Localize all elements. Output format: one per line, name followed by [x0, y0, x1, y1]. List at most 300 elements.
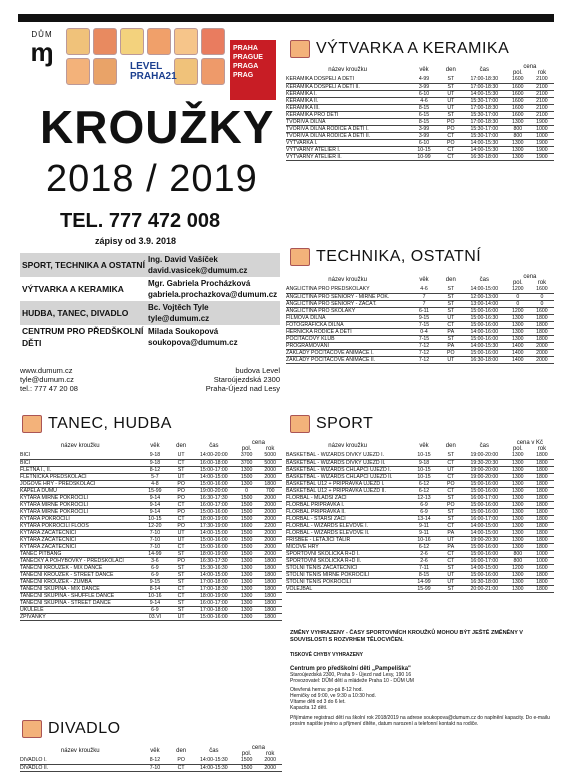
contact-area: CENTRUM PRO PŘEDŠKOLNÍ DĚTI	[22, 326, 144, 348]
day: ČT	[169, 543, 193, 550]
contact-area: SPORT, TECHNIKA A OSTATNÍ	[22, 260, 145, 270]
course-name: KERAMIKA I.	[286, 90, 409, 97]
day: ST	[169, 599, 193, 606]
price-half: 1300	[235, 606, 259, 613]
age: 14-99	[409, 578, 438, 585]
day: PO	[169, 487, 193, 494]
table-row	[286, 466, 554, 473]
time: 15:00-16:00	[463, 487, 506, 494]
course-name: BICÍ	[20, 459, 141, 466]
time: 15:00-16:00	[463, 508, 506, 515]
table-row	[286, 132, 554, 139]
day: ST	[169, 466, 193, 473]
time: 16:00-17:00	[463, 515, 506, 522]
table-row	[286, 104, 554, 111]
website-link[interactable]: www.dumum.cz	[20, 366, 73, 375]
day: ST	[439, 76, 463, 83]
course-name: JÓGOVÉ HRY - PŘEDŠKOLÁCI	[20, 480, 141, 487]
time: 16:30-18:00	[463, 153, 506, 160]
table-row	[20, 764, 282, 771]
contact-row	[20, 253, 280, 277]
age: 7-10	[141, 529, 170, 536]
price-half: 1300	[506, 578, 530, 585]
course-name: MÍČOVÉ HRY	[286, 543, 409, 550]
day: ÚT	[169, 536, 193, 543]
table-row	[286, 480, 554, 487]
price-year: 1800	[258, 564, 282, 571]
course-name: BICÍ	[20, 452, 141, 459]
day: ČT	[169, 764, 193, 771]
course-name: ANGLIČTINA PRO SENIORY - MÍRNĚ POK.	[286, 293, 409, 300]
price-year: 1800	[530, 321, 554, 328]
price-half: 0	[506, 293, 530, 300]
age: 7-12	[409, 349, 438, 356]
time: 15:30-17:00	[463, 111, 506, 118]
contact-name: Milada Soukopová	[148, 327, 219, 336]
price-half: 1500	[235, 529, 259, 536]
price-half: 3700	[235, 452, 259, 459]
table-divadlo	[20, 745, 282, 772]
school-year: 2018 / 2019	[46, 158, 258, 200]
age: 10-99	[409, 153, 438, 160]
age: 10-16	[409, 536, 438, 543]
price-half: 1300	[506, 508, 530, 515]
price-half: 1300	[235, 592, 259, 599]
time: 15:00-16:00	[463, 501, 506, 508]
table-row	[20, 473, 282, 480]
price-year: 1800	[258, 592, 282, 599]
table-row	[286, 153, 554, 160]
course-name: BASKETBAL U12 + PŘÍPRAVKA ÚJEZD II.	[286, 487, 409, 494]
course-name: KYTARA MÍRNĚ POKROČILÍ	[20, 494, 141, 501]
day: ČT	[439, 487, 463, 494]
day: ST	[169, 571, 193, 578]
table-row	[20, 564, 282, 571]
table-row	[286, 125, 554, 132]
course-name: TVOŘIVÁ DÍLNA	[286, 118, 409, 125]
table-row	[20, 557, 282, 564]
column-header: rok	[537, 70, 547, 76]
table-technika	[286, 274, 554, 364]
price-year: 1800	[530, 335, 554, 342]
time: 19:00-20:00	[193, 487, 235, 494]
day: ST	[439, 286, 463, 293]
price-half: 1500	[235, 515, 259, 522]
time: 15:00-16:00	[463, 543, 506, 550]
tile-image	[93, 28, 117, 55]
column-header: věk	[419, 67, 429, 73]
age: 7-15	[409, 335, 438, 342]
price-year: 2100	[530, 90, 554, 97]
age: 14-99	[141, 550, 170, 557]
table-row	[286, 76, 554, 83]
price-year: 2000	[258, 494, 282, 501]
course-name: ZÁKLADY POČÍTAČOVÉ ANIMACE II.	[286, 356, 409, 363]
price-half: 1300	[506, 473, 530, 480]
price-year: 1800	[530, 522, 554, 529]
time: 17:00-18:30	[463, 104, 506, 111]
course-name: BASKETBAL U12 + PŘÍPRAVKA ÚJEZD I.	[286, 480, 409, 487]
column-header: den	[445, 443, 456, 449]
price-year: 1800	[530, 494, 554, 501]
day: ST	[439, 585, 463, 592]
price-half: 1300	[506, 146, 530, 153]
table-row	[286, 473, 554, 480]
column-header: čas	[479, 67, 489, 73]
course-name: ZPÍVÁNKY	[20, 613, 141, 620]
table-row	[286, 550, 554, 557]
day: ÚT	[169, 473, 193, 480]
column-header: název kroužku	[60, 443, 100, 449]
course-name: VÝTVARKA I.	[286, 139, 409, 146]
course-name: KERAMIKA PRO DĚTI	[286, 111, 409, 118]
contact-email[interactable]: soukopova@dumum.cz	[148, 338, 238, 347]
day: PÁ	[439, 328, 463, 335]
price-half: 1600	[506, 104, 530, 111]
column-header: den	[176, 748, 187, 754]
column-header: pol.	[512, 70, 523, 76]
column-header: cena	[251, 745, 265, 751]
price-year: 2000	[258, 501, 282, 508]
section-divadlo	[22, 720, 121, 738]
day: ÚT	[439, 314, 463, 321]
course-name: FLORBAL PŘÍPRAVKA II.	[286, 508, 409, 515]
price-year: 1800	[258, 606, 282, 613]
price-year: 2000	[258, 515, 282, 522]
age: 6-10	[409, 90, 438, 97]
email-link[interactable]: tyle@dumum.cz	[20, 375, 74, 384]
course-name: TANEČNÍ KROUŽEK - MIX DANCE	[20, 564, 141, 571]
age: 9-18	[409, 459, 438, 466]
table-row	[20, 452, 282, 459]
day: ČT	[169, 459, 193, 466]
price-year: 1800	[258, 585, 282, 592]
price-year: 1600	[530, 564, 554, 571]
course-name: STOLNÍ TENIS POKROČILÍ	[286, 578, 409, 585]
price-half: 1300	[506, 466, 530, 473]
day: PO	[169, 508, 193, 515]
day: ČT	[439, 557, 463, 564]
age: 10-15	[141, 515, 170, 522]
price-half: 1600	[506, 90, 530, 97]
column-header: den	[445, 67, 456, 73]
price-half: 1300	[506, 571, 530, 578]
time: 14:00-15:30	[193, 757, 235, 764]
contact-row	[20, 325, 280, 349]
price-half: 1500	[235, 543, 259, 550]
time: 15:00-16:00	[463, 480, 506, 487]
day: ČT	[169, 592, 193, 599]
column-header: čas	[479, 277, 489, 283]
price-year: 1800	[530, 314, 554, 321]
price-year: 2100	[530, 111, 554, 118]
course-name: BASKETBAL - WIZARDS DÍVKY ÚJEZD II.	[286, 459, 409, 466]
music-icon	[22, 415, 42, 433]
price-year: 2200	[258, 522, 282, 529]
course-name: FLÉTNA I., II.	[20, 466, 141, 473]
time: 16:30-18:00	[463, 356, 506, 363]
age: 8-15	[409, 118, 438, 125]
table-row	[286, 293, 554, 300]
price-half: 0	[506, 300, 530, 307]
time: 15:30-17:00	[463, 125, 506, 132]
contact-email[interactable]: tyle@dumum.cz	[148, 314, 210, 323]
column-header: rok	[266, 446, 275, 452]
column-header: pol.	[241, 751, 252, 757]
time: 16:30-18:00	[463, 578, 506, 585]
price-half: 800	[506, 132, 530, 139]
price-year: 2000	[258, 550, 282, 557]
day: ST	[439, 307, 463, 314]
price-year: 2000	[530, 342, 554, 349]
course-name: KYTARA ZAČÁTEČNÍCI	[20, 536, 141, 543]
table-row	[20, 571, 282, 578]
age: 9-15	[409, 314, 438, 321]
price-half: 1300	[235, 466, 259, 473]
column-header: pol.	[512, 280, 523, 286]
day: ÚT	[439, 466, 463, 473]
building-name: budova Level	[235, 366, 280, 375]
price-half: 800	[506, 550, 530, 557]
day: PO	[169, 757, 193, 764]
price-year: 1800	[530, 459, 554, 466]
price-half: 1500	[235, 536, 259, 543]
course-name: UKULELE	[20, 606, 141, 613]
age: 12-13	[409, 494, 438, 501]
price-half: 1500	[235, 508, 259, 515]
contact-area: VÝTVARKA A KERAMIKA	[22, 284, 124, 294]
time: 15:30-17:00	[463, 97, 506, 104]
age: 15-99	[141, 487, 170, 494]
column-header: název kroužku	[328, 67, 367, 73]
top-bar	[18, 14, 554, 22]
table-row	[286, 356, 554, 363]
time: 15:00-16:00	[193, 480, 235, 487]
section-sport	[290, 415, 373, 433]
age: 6-9	[409, 508, 438, 515]
day: PO	[439, 349, 463, 356]
course-name: SPORTOVNÍ ŠKOLIČKA R+D I.	[286, 550, 409, 557]
age: 9-14	[141, 508, 170, 515]
time: 19:00-20:00	[463, 466, 506, 473]
age: 3-6	[141, 557, 170, 564]
column-header: cena	[523, 274, 537, 280]
price-half: 1300	[506, 487, 530, 494]
course-name: KYTARA POKROČILÍ	[20, 515, 141, 522]
price-year: 2100	[530, 97, 554, 104]
course-name: ANGLIČTINA PRO SENIORY - ZAČÁT.	[286, 300, 409, 307]
price-half: 3700	[235, 459, 259, 466]
price-half: 800	[506, 125, 530, 132]
table-row	[286, 578, 554, 585]
day: ST	[439, 111, 463, 118]
age: 7-10	[141, 536, 170, 543]
day: ČT	[439, 459, 463, 466]
price-year: 1900	[530, 153, 554, 160]
price-year: 2000	[258, 536, 282, 543]
price-year: 1800	[258, 599, 282, 606]
table-row	[286, 321, 554, 328]
table-row	[20, 550, 282, 557]
course-name: VOLEJBAL	[286, 585, 409, 592]
price-year: 1800	[530, 508, 554, 515]
time: 17:00-18:00	[193, 606, 235, 613]
section-technika	[290, 248, 481, 266]
age: 13-14	[409, 515, 438, 522]
day: ST	[169, 564, 193, 571]
time: 18:00-19:00	[193, 592, 235, 599]
age: 6-9	[141, 571, 170, 578]
age: 2-6	[409, 557, 438, 564]
time: 15:00-16:00	[193, 508, 235, 515]
price-year: 1800	[258, 557, 282, 564]
age: 4-8	[141, 480, 170, 487]
course-name: TVOŘIVÁ DÍLNA RODIČE A DĚTI II.	[286, 132, 409, 139]
age: 9-11	[409, 522, 438, 529]
column-header: čas	[209, 748, 219, 754]
page-title: KROUŽKY	[40, 101, 275, 153]
day: PO	[169, 522, 193, 529]
price-half: 1300	[506, 321, 530, 328]
column-header: den	[445, 277, 456, 283]
day: PO	[169, 557, 193, 564]
day: ÚT	[439, 356, 463, 363]
age: 6-12	[409, 543, 438, 550]
price-half: 1500	[235, 473, 259, 480]
age: 6-15	[409, 111, 438, 118]
age: 7-10	[141, 764, 170, 771]
price-half: 1300	[506, 494, 530, 501]
price-half: 1300	[506, 501, 530, 508]
price-half: 1500	[235, 550, 259, 557]
price-half: 1500	[235, 494, 259, 501]
course-name: POČÍTAČOVÝ KLUB	[286, 335, 409, 342]
table-row	[286, 557, 554, 564]
tile-image	[201, 58, 225, 85]
day: ST	[439, 494, 463, 501]
changes-note: ZMĚNY VYHRAZENY - ČASY SPORTOVNÍCH KROUŽKŮ MOHOU BÝT JEŠTĚ ZMĚNĚNY V SOUVISLOSTI S ROZVRHEM TĚLOCVIČEN.	[290, 630, 523, 643]
center-line: Otevřená herna: po-pá 8-12 hod.	[290, 687, 363, 693]
price-half: 1600	[506, 76, 530, 83]
day: ÚT	[439, 571, 463, 578]
price-year: 1900	[530, 139, 554, 146]
time: 17:00-18:30	[463, 76, 506, 83]
price-year: 0	[530, 293, 554, 300]
table-row	[286, 307, 554, 314]
course-name: FOTOGRAFICKÁ DÍLNA	[286, 321, 409, 328]
time: 15:00-16:00	[463, 307, 506, 314]
price-year: 1800	[530, 473, 554, 480]
course-name: DIVADLO I.	[20, 757, 141, 764]
contact-email[interactable]: gabriela.prochazkova@dumum.cz	[148, 290, 278, 299]
price-half: 1400	[506, 349, 530, 356]
time: 20:00-21:00	[463, 585, 506, 592]
course-name: FILMOVÁ DÍLNA	[286, 314, 409, 321]
age: 9-14	[141, 599, 170, 606]
age: 9-14	[141, 494, 170, 501]
column-header: cena	[251, 440, 265, 446]
day: ST	[169, 606, 193, 613]
day: ČT	[169, 501, 193, 508]
price-half: 1300	[506, 459, 530, 466]
price-half: 1300	[506, 543, 530, 550]
price-year: 2000	[530, 356, 554, 363]
price-half: 1300	[235, 613, 259, 620]
contact-name: Bc. Vojtěch Tyle	[148, 303, 209, 312]
course-name: KERAMIKA DOSPĚLÍ A DĚTI II.	[286, 83, 409, 90]
age: 7-15	[409, 321, 438, 328]
praha-logo: PRAHA PRAGUE PRAGA PRAG	[230, 40, 276, 100]
table-row	[20, 585, 282, 592]
time: 18:00-19:00	[193, 515, 235, 522]
table-row	[20, 606, 282, 613]
center-line: Staroújezdská 2300, Praha 9 - Újezd nad Lesy, 190 16	[290, 672, 412, 678]
price-half: 1300	[506, 314, 530, 321]
errors-note: TISKOVÉ CHYBY VYHRAZENY	[290, 652, 363, 658]
price-year: 1600	[530, 286, 554, 293]
price-year: 1800	[258, 578, 282, 585]
course-name: KERAMIKA DOSPĚLÍ A DĚTI	[286, 76, 409, 83]
course-name: STOLNÍ TENIS MÍRNĚ POKROČILÍ	[286, 571, 409, 578]
age: 9-18	[141, 459, 170, 466]
time: 17:00-18:30	[193, 585, 235, 592]
table-row	[20, 466, 282, 473]
time: 15:00-16:00	[463, 550, 506, 557]
table-row	[286, 139, 554, 146]
price-year: 1800	[530, 571, 554, 578]
time: 14:00-15:00	[463, 522, 506, 529]
dum-logo	[16, 30, 68, 80]
price-half: 1300	[235, 480, 259, 487]
time: 14:00-15:00	[463, 286, 506, 293]
footer-note: Přijímáme registraci dětí na školní rok 2018/2019 na adrese soukopova@dumum.cz do naplnění kapacity. Do e-mailu prosím napište jméno a příjmení dítěte, datum narození a telefonní kontakt na rodiče.	[290, 715, 550, 727]
tile-image	[174, 28, 198, 55]
day: ČT	[439, 153, 463, 160]
table-row	[286, 97, 554, 104]
price-half: 1600	[506, 97, 530, 104]
day: ST	[439, 515, 463, 522]
column-header: cena v Kč	[516, 440, 544, 446]
price-half: 1500	[235, 764, 259, 771]
price-year: 1800	[530, 529, 554, 536]
table-row	[20, 536, 282, 543]
day: ČT	[169, 585, 193, 592]
age: 10-16	[141, 592, 170, 599]
time: 19:00-20:00	[463, 473, 506, 480]
table-row	[286, 335, 554, 342]
table-row	[286, 118, 554, 125]
address-block	[20, 366, 280, 393]
day: PO	[439, 139, 463, 146]
price-year: 2000	[258, 466, 282, 473]
contact-email[interactable]: david.vasicek@dumum.cz	[148, 266, 248, 275]
day: PO	[439, 480, 463, 487]
section-title: DIVADLO	[48, 720, 121, 737]
column-header: věk	[419, 277, 429, 283]
price-year: 1800	[530, 480, 554, 487]
course-name: FRISBEE - LÉTAJÍCÍ TALÍŘ	[286, 536, 409, 543]
course-name: FLORBAL PŘÍPRAVKA I.	[286, 501, 409, 508]
day: ST	[439, 300, 463, 307]
age: 8-14	[141, 585, 170, 592]
city: Praha-Újezd nad Lesy	[205, 384, 280, 393]
table-row	[20, 459, 282, 466]
age: 9-15	[141, 578, 170, 585]
age: 7	[409, 293, 438, 300]
time: 16:00-17:00	[463, 557, 506, 564]
price-half: 1600	[235, 522, 259, 529]
price-year: 2000	[258, 508, 282, 515]
